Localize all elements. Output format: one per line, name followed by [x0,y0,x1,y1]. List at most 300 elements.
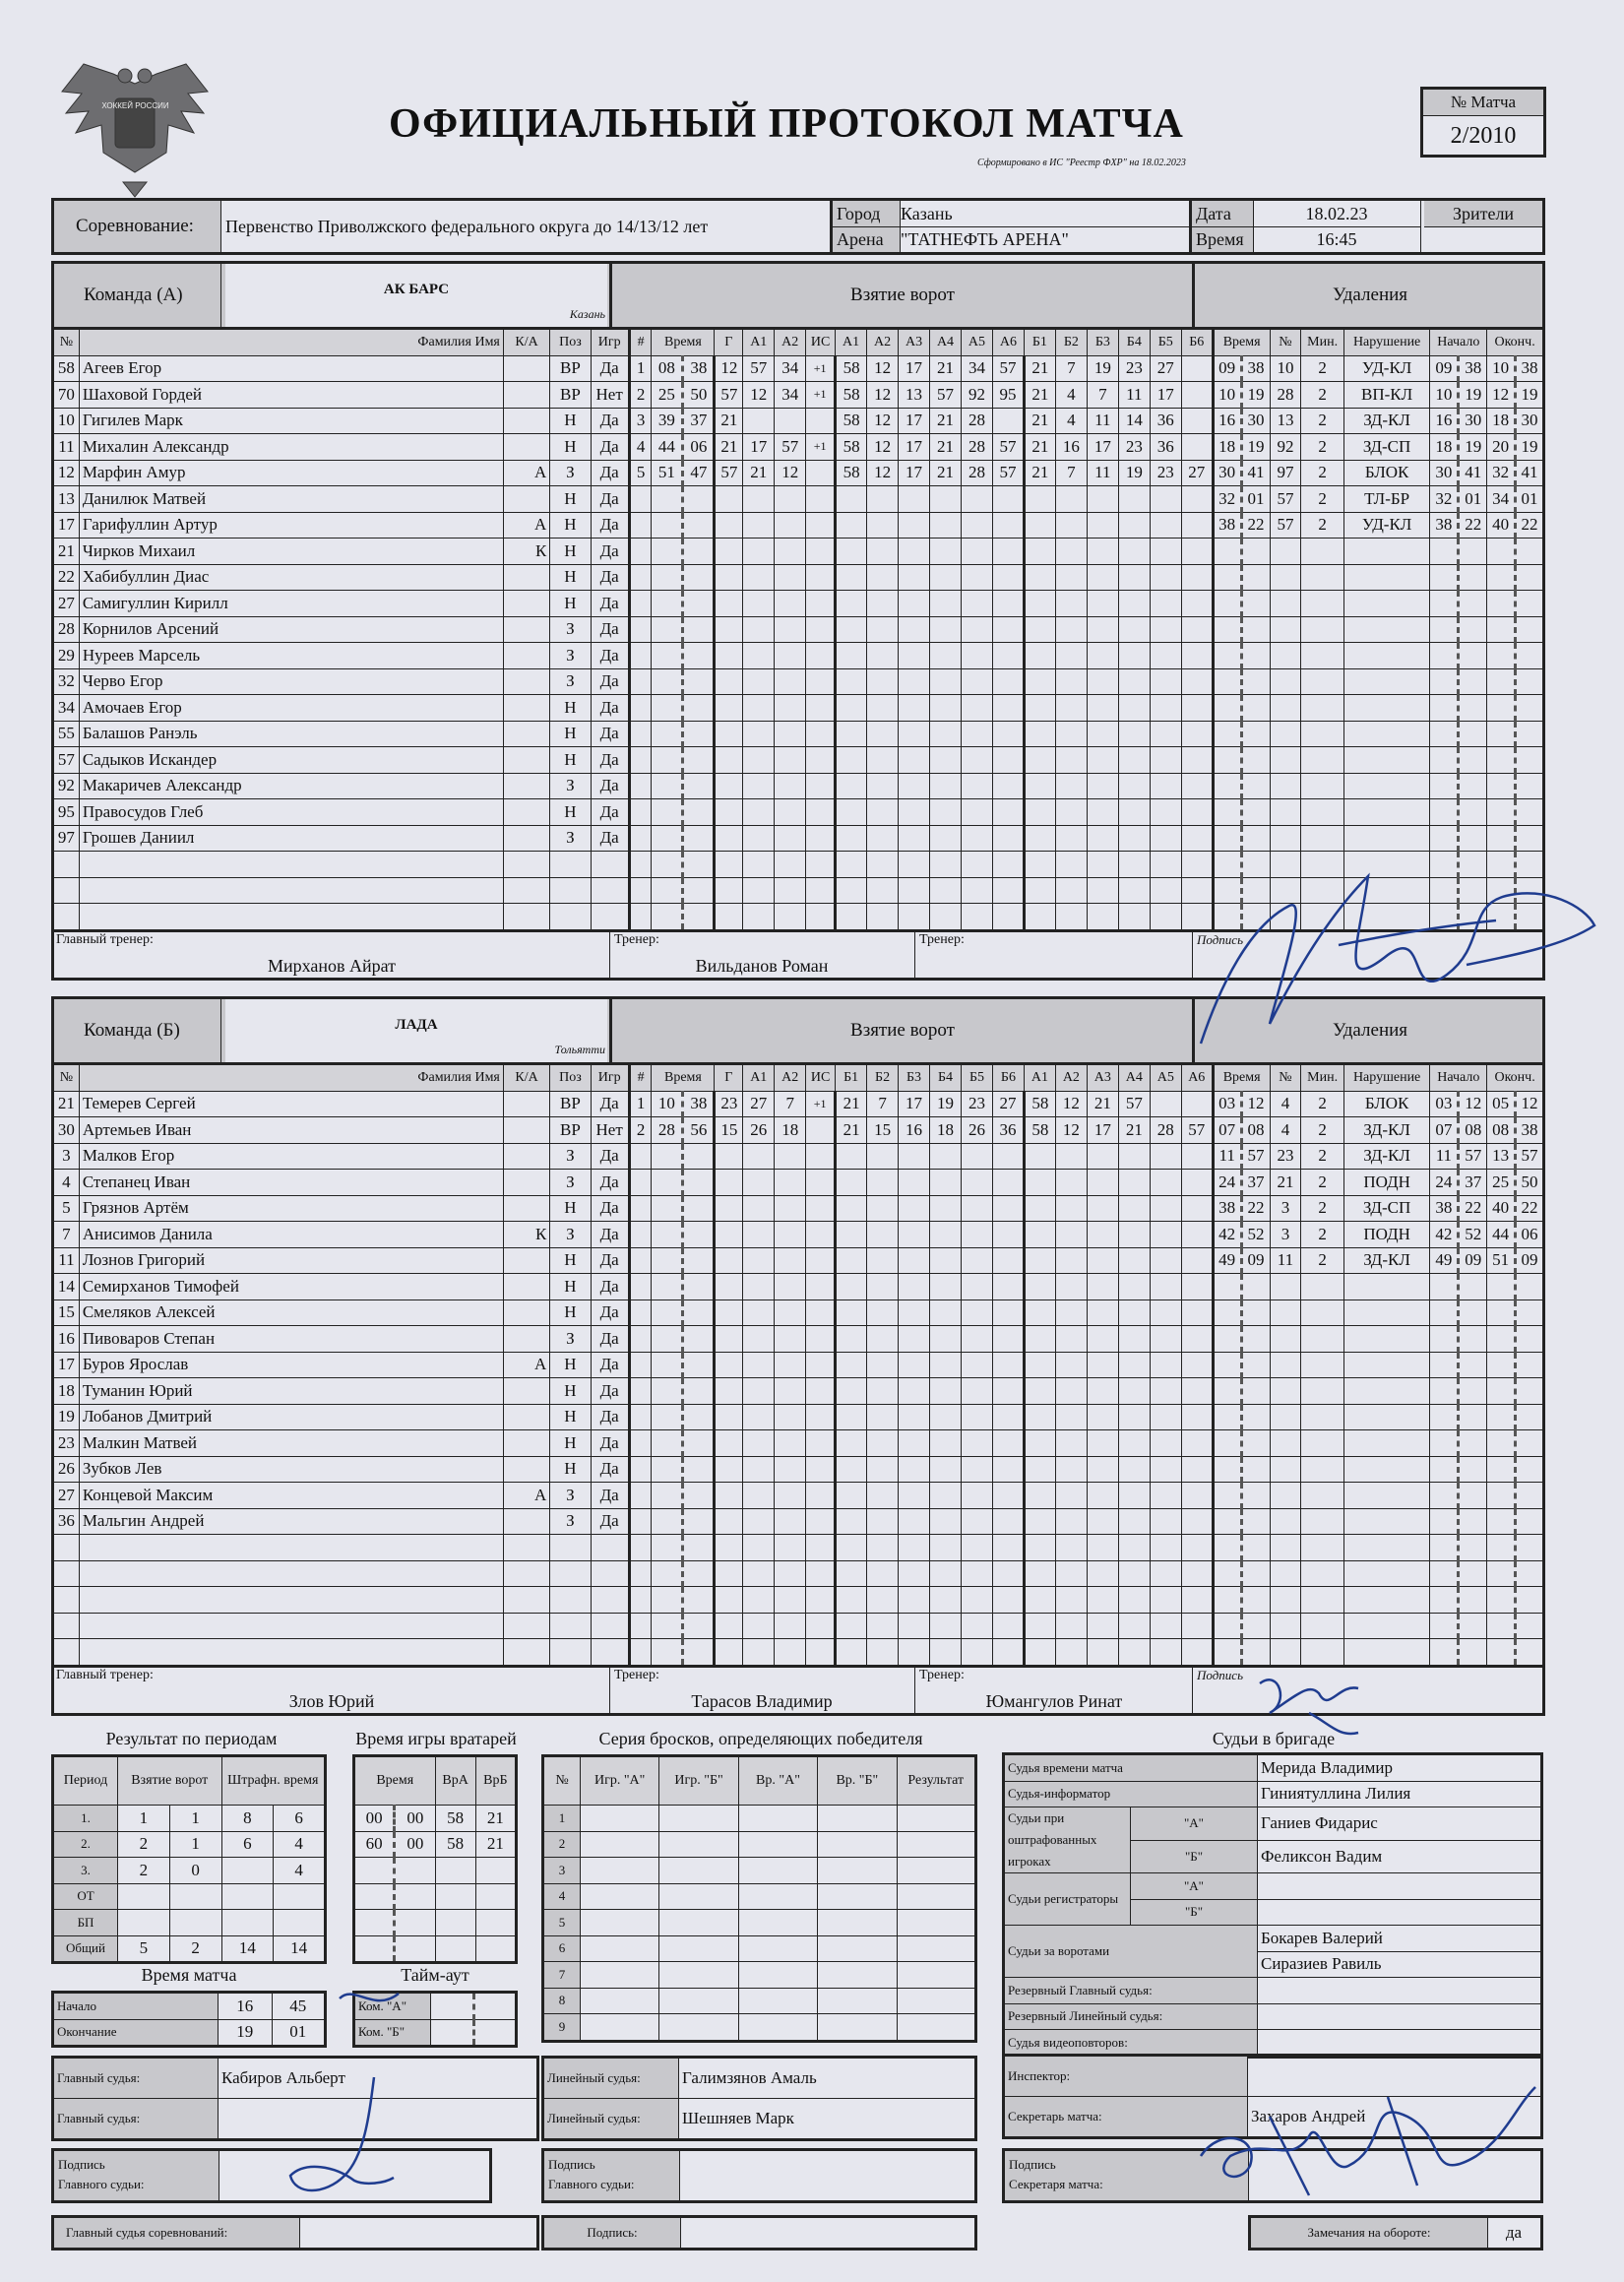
on-ice-player [1055,1508,1087,1535]
goal-assist-1 [743,695,775,722]
pen-minutes [1301,643,1343,669]
player-role [503,1404,549,1430]
on-ice-player [836,539,867,565]
pen-infraction [1343,539,1430,565]
shootout-cell [738,1988,817,2014]
on-ice-player [1118,668,1150,695]
goal-assist-2: 12 [775,460,806,486]
on-ice-player [899,643,930,669]
match-number: 2/2010 [1450,123,1517,149]
on-ice-player [1181,1143,1213,1170]
goal-assist-2 [775,616,806,643]
table-row [53,539,1544,565]
on-ice-player [867,564,899,591]
on-ice-player [867,1587,899,1614]
goal-min: 28 [652,1117,683,1144]
on-ice-player [1087,773,1118,799]
on-ice-player [1181,747,1213,774]
pen-end-min [1487,591,1516,617]
period-pim-b: 4 [274,1831,326,1858]
goal-situation [806,1143,836,1170]
shootout-cell [738,1935,817,1962]
pen-sec [1241,668,1270,695]
on-ice-player: 19 [1087,355,1118,382]
pen-infraction: ЗД-СП [1343,434,1430,461]
pen-start-sec [1459,773,1487,799]
on-ice-player [1024,1195,1055,1222]
on-ice-player: 12 [1055,1091,1087,1117]
on-ice-player [1181,1195,1213,1222]
pen-end-sec [1516,1352,1544,1378]
pen-start-sec: 22 [1459,1195,1487,1222]
player-position [550,1560,591,1587]
goal-scorer [715,564,743,591]
on-ice-player [1181,1483,1213,1509]
pen-end-min [1487,1639,1516,1667]
player-number: 3 [53,1143,80,1170]
shootout-title: Серия бросков, определяющих победителя [598,1729,923,1748]
period-goals-a [118,1910,170,1936]
player-name: Анисимов Данила [79,1222,503,1248]
goal-situation [806,1508,836,1535]
pen-minutes [1301,564,1343,591]
on-ice-player [992,825,1024,852]
pen-start-sec [1459,1508,1487,1535]
col-goal-5: ИС [806,329,836,356]
goal-sec [683,1222,715,1248]
on-ice-player [1087,1352,1118,1378]
pen-end-min: 32 [1487,460,1516,486]
pen-infraction [1343,1430,1430,1457]
on-ice-player: 21 [1087,1091,1118,1117]
pen-end-sec: 30 [1516,408,1544,434]
on-ice-player [961,643,992,669]
goal-min [652,643,683,669]
player-role [503,382,549,409]
player-number: 34 [53,695,80,722]
on-ice-player: 92 [961,382,992,409]
pen-end-sec [1516,1483,1544,1509]
pen-sec: 08 [1241,1117,1270,1144]
period-pim-b: 14 [274,1935,326,1963]
on-ice-player [961,773,992,799]
pen-min [1213,1508,1241,1535]
shootout-number: 4 [543,1883,581,1910]
on-ice-player [1087,1430,1118,1457]
goal-sec: 38 [683,1091,715,1117]
goal-scorer [715,1378,743,1405]
player-name: Правосудов Глеб [79,799,503,826]
on-ice-player: 57 [992,434,1024,461]
goal-number [629,904,652,931]
on-ice-player [836,1170,867,1196]
on-ice-player [899,1508,930,1535]
pen-player [1270,1587,1301,1614]
city-value: Казань [901,201,1235,227]
player-played: Да [591,1456,629,1483]
pen-start-min [1430,1483,1459,1509]
table-row [53,825,1544,852]
reg-a-value [1258,1873,1542,1900]
goal-number [629,1352,652,1378]
on-ice-player [961,591,992,617]
goal-sec: 47 [683,460,715,486]
pen-player [1270,1639,1301,1667]
on-ice-player [1150,773,1181,799]
goal-number [629,1170,652,1196]
period-pim-b: 4 [274,1858,326,1884]
on-ice-player [1024,1274,1055,1300]
on-ice-player [1055,1535,1087,1561]
pen-start-sec [1459,1613,1487,1639]
pen-start-sec [1459,1326,1487,1353]
pen-start-min: 10 [1430,382,1459,409]
on-ice-player [930,1378,962,1405]
table-row [53,1404,1544,1430]
on-ice-player: 21 [930,434,962,461]
on-ice-player [1181,1378,1213,1405]
goal-situation [806,1535,836,1561]
pen-min [1213,616,1241,643]
pen-minutes [1301,539,1343,565]
table-row [53,1299,1544,1326]
on-ice-player [961,1430,992,1457]
on-ice-player [899,904,930,931]
on-ice-player [1118,1456,1150,1483]
on-ice-player: 21 [930,355,962,382]
player-played: Да [591,1222,629,1248]
pen-start-min [1430,668,1459,695]
shootout-cell [581,1858,659,1884]
pen-player: 10 [1270,355,1301,382]
goal-assist-2 [775,1143,806,1170]
goal-situation [806,1195,836,1222]
on-ice-player [1055,1222,1087,1248]
pen-end-min [1487,1274,1516,1300]
on-ice-player [1118,486,1150,513]
match-start-label: Начало [53,1993,219,2020]
on-ice-player: 34 [961,355,992,382]
player-played: Да [591,643,629,669]
on-ice-player [836,721,867,747]
on-ice-player [867,852,899,878]
goal-assist-2 [775,721,806,747]
on-ice-player [1087,1639,1118,1667]
pen-minutes [1301,721,1343,747]
goal-sec [683,564,715,591]
shootout-cell [897,1831,975,1858]
goal-number [629,1639,652,1667]
shootout-cell [581,2014,659,2042]
pen-minutes [1301,747,1343,774]
on-ice-player: 23 [961,1091,992,1117]
on-ice-player [1087,877,1118,904]
goal-situation [806,460,836,486]
goalie-a: 58 [435,1831,475,1858]
player-name: Чирков Михаил [79,539,503,565]
on-ice-player [1150,1195,1181,1222]
pen-start-min [1430,1535,1459,1561]
player-number: 30 [53,1117,80,1144]
goal-scorer: 57 [715,382,743,409]
on-ice-player [1118,1299,1150,1326]
pen-start-sec [1459,1535,1487,1561]
on-ice-player [867,1456,899,1483]
player-position: З [550,825,591,852]
on-ice-player [961,616,992,643]
on-ice-player [1055,668,1087,695]
goal-sec [683,825,715,852]
pen-player [1270,539,1301,565]
on-ice-player [992,1560,1024,1587]
goal-scorer [715,512,743,539]
shootout-cell [738,1962,817,1989]
on-ice-player [930,1404,962,1430]
on-ice-player [1055,1456,1087,1483]
shootout-cell [659,1910,738,1936]
pen-start-min [1430,825,1459,852]
player-role: А [503,460,549,486]
pen-player: 28 [1270,382,1301,409]
shootout-cell [581,1831,659,1858]
team-name: АК БАРС [225,264,607,327]
col-ice-2: Б3 [899,1064,930,1092]
on-ice-player [1181,1247,1213,1274]
on-ice-player [1087,1247,1118,1274]
pen-sec [1241,1508,1270,1535]
player-number: 55 [53,721,80,747]
shootout-col-5: Результат [897,1756,975,1806]
pen-player [1270,1508,1301,1535]
period-pim-a [221,1883,274,1910]
player-name: Лознов Григорий [79,1247,503,1274]
pen-start-sec [1459,1404,1487,1430]
pen-sec [1241,1587,1270,1614]
pen-end-min [1487,1352,1516,1378]
on-ice-player: 19 [930,1091,962,1117]
period-pim-a: 8 [221,1806,274,1832]
on-ice-player [961,904,992,931]
team-city: Казань [569,307,605,321]
pen-end-min [1487,668,1516,695]
pen-start-min [1430,1587,1459,1614]
player-position [550,877,591,904]
pen-minutes [1301,1587,1343,1614]
on-ice-player [899,1326,930,1353]
goal-assist-2 [775,1274,806,1300]
goal-min [652,721,683,747]
goal-min [652,1613,683,1639]
handwritten-signature-coach-a [1191,866,1604,1063]
pen-min [1213,1378,1241,1405]
table-row [53,1587,1544,1614]
pen-start-sec: 37 [1459,1170,1487,1196]
table-row [53,434,1544,461]
pen-sec: 52 [1241,1222,1270,1248]
col-pos: Поз [550,329,591,356]
goal-assist-2 [775,1456,806,1483]
goal-situation [806,564,836,591]
pen-end-sec: 57 [1516,1143,1544,1170]
period-name: 3. [53,1858,118,1884]
on-ice-player [961,877,992,904]
on-ice-player [1087,1404,1118,1430]
player-name: Нуреев Марсель [79,643,503,669]
on-ice-player [899,877,930,904]
player-role [503,825,549,852]
on-ice-player [899,1195,930,1222]
goal-assist-2 [775,852,806,878]
pen-end-sec [1516,773,1544,799]
on-ice-player [930,773,962,799]
penalty-a-label: "А" [1131,1807,1258,1841]
on-ice-player [1024,486,1055,513]
on-ice-player [1024,852,1055,878]
on-ice-player [1087,747,1118,774]
player-played: Да [591,695,629,722]
main-ref-signature-box [51,2148,492,2203]
shootout-table-wrap [541,1754,977,2043]
goal-sec [683,1483,715,1509]
on-ice-player [1150,512,1181,539]
on-ice-player [961,721,992,747]
on-ice-player [930,643,962,669]
goalie-a [435,1858,475,1884]
on-ice-player [1087,1299,1118,1326]
goal-situation: +1 [806,1091,836,1117]
on-ice-player: 36 [1150,408,1181,434]
goal-situation [806,1404,836,1430]
goalies-header-row [354,1756,517,1806]
pen-sec: 38 [1241,355,1270,382]
shootout-number: 7 [543,1962,581,1989]
player-position [550,904,591,931]
pen-player [1270,1613,1301,1639]
penalties-title: Удаления [1192,999,1545,1062]
on-ice-player [1150,1404,1181,1430]
sign-main-line-2: Главного судьи: [58,2177,145,2191]
goal-situation [806,1560,836,1587]
goal-scorer [715,1274,743,1300]
main-ref-label-1: Главный судья: [53,2058,219,2099]
col-pen-2: Мин. [1301,329,1343,356]
on-ice-player [930,1430,962,1457]
goal-min [652,668,683,695]
pen-sec: 41 [1241,460,1270,486]
on-ice-player [899,852,930,878]
shootout-cell [818,1935,897,1962]
player-position: Н [550,799,591,826]
pen-min [1213,564,1241,591]
player-position [550,1587,591,1614]
on-ice-player [1150,668,1181,695]
pen-start-min: 32 [1430,486,1459,513]
col-pen-1: № [1270,329,1301,356]
pen-start-min: 38 [1430,1195,1459,1222]
pen-player [1270,799,1301,826]
goal-situation [806,1430,836,1457]
on-ice-player [1150,539,1181,565]
on-ice-player [1181,539,1213,565]
player-played [591,1560,629,1587]
on-ice-player [1087,1143,1118,1170]
pen-minutes [1301,1613,1343,1639]
goal-number [629,1222,652,1248]
on-ice-player [1087,616,1118,643]
goal-assist-1 [743,1222,775,1248]
line-ref-1: Галимзянов Амаль [679,2058,976,2099]
goal-assist-2 [775,668,806,695]
goal-scorer [715,1483,743,1509]
table-row [53,1456,1544,1483]
pen-infraction: ВП-КЛ [1343,382,1430,409]
secretary-value: Захаров Андрей [1248,2097,1542,2138]
goal-scorer [715,1535,743,1561]
on-ice-player [1024,616,1055,643]
pen-min: 38 [1213,512,1241,539]
on-ice-player [930,1195,962,1222]
pen-player [1270,747,1301,774]
player-name: Темерев Сергей [79,1091,503,1117]
on-ice-player [1150,1483,1181,1509]
goal-assist-2 [775,1195,806,1222]
timeout-b-sec [473,2019,517,2047]
goal-number [629,695,652,722]
pen-min [1213,1274,1241,1300]
goals-title: Взятие ворот [609,264,1193,327]
goal-scorer [715,1247,743,1274]
goal-min [652,1352,683,1378]
on-ice-player [1118,1352,1150,1378]
on-ice-player [1087,1483,1118,1509]
on-ice-player [1150,1378,1181,1405]
player-name [79,877,503,904]
on-ice-player [1118,643,1150,669]
on-ice-player [1024,1456,1055,1483]
player-role [503,668,549,695]
goal-assist-1: 27 [743,1091,775,1117]
on-ice-player: 57 [930,382,962,409]
timeout-b-min [431,2019,474,2047]
pen-end-min [1487,539,1516,565]
goal-assist-1 [743,1639,775,1667]
goal-number [629,773,652,799]
table-row [53,1430,1544,1457]
player-number [53,904,80,931]
player-played: Да [591,721,629,747]
pen-infraction [1343,564,1430,591]
on-ice-player [1055,1195,1087,1222]
shootout-cell [818,1962,897,1989]
player-role [503,1117,549,1144]
on-ice-player [1150,1456,1181,1483]
on-ice-player [1150,1222,1181,1248]
shootout-col-2: Игр. "Б" [659,1756,738,1806]
on-ice-player [1055,616,1087,643]
coach-label-2: Тренер: [914,1668,1195,1713]
pen-infraction: УД-КЛ [1343,355,1430,382]
col-name: Фамилия Имя [79,1064,503,1092]
pen-start-min [1430,1430,1459,1457]
pen-min [1213,1613,1241,1639]
goal-sec [683,1430,715,1457]
goal-sec [683,591,715,617]
pen-start-min [1430,747,1459,774]
shootout-number: 5 [543,1910,581,1936]
goal-assist-2 [775,747,806,774]
on-ice-player [992,877,1024,904]
pen-minutes: 2 [1301,1170,1343,1196]
